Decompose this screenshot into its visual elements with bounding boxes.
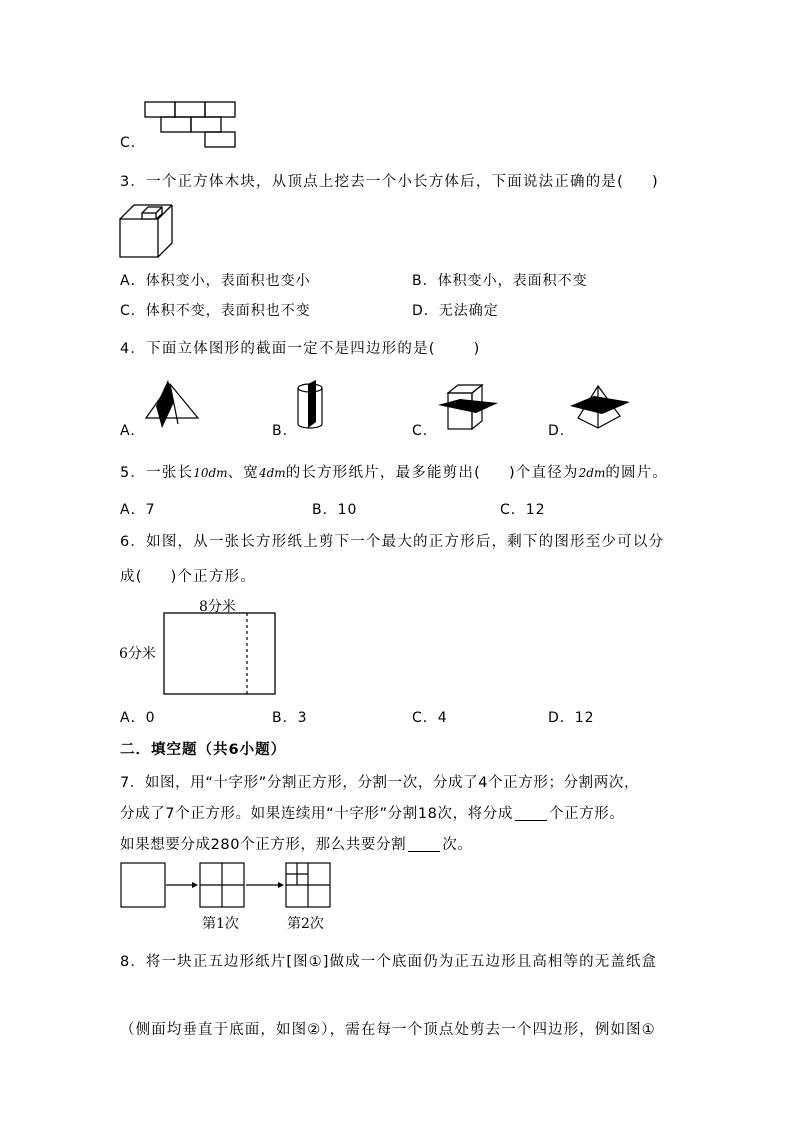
q6-left-label: 6分米: [119, 646, 156, 662]
rectangle-with-dashed-cut-figure: [163, 612, 277, 696]
cross-division-squares-figure: [120, 862, 334, 910]
q7-line2: 分成了7个正方形。如果连续用“十字形”分割18次，将分成 个正方形。: [120, 806, 625, 822]
q6-option-c[interactable]: C．4: [412, 710, 448, 726]
cube-cut-figure: [436, 383, 502, 433]
q5-stem: 5．一张长10dm、宽4dm的长方形纸片，最多能剪出( )个直径为2dm的圆片。: [120, 465, 669, 481]
q4-option-d[interactable]: D.: [548, 423, 566, 439]
brick-pattern-figure: [143, 100, 239, 150]
q7-line3: 如果想要分成280个正方形，那么共要分割 次。: [120, 837, 473, 853]
q4-option-a[interactable]: A.: [120, 423, 136, 439]
q7-fig-label-2: 第2次: [287, 916, 324, 932]
q7-blank-2[interactable]: [408, 837, 440, 852]
q4-option-c[interactable]: C.: [412, 423, 429, 439]
pyramid-cut-figure: [140, 378, 202, 430]
cylinder-cut-figure: [292, 380, 332, 432]
q4-stem: 4．下面立体图形的截面一定不是四边形的是( ): [120, 341, 481, 357]
q6-top-label: 8分米: [199, 599, 236, 615]
q7-blank-1[interactable]: [515, 806, 547, 821]
q6-stem-line2: 成( )个正方形。: [120, 569, 256, 585]
q8-line1: 8．将一块正五边形纸片[图①]做成一个底面仍为正五边形且高相等的无盖纸盒: [120, 954, 658, 970]
q7-line1: 7．如图，用“十字形”分割正方形，分割一次，分成了4个正方形；分割两次，: [120, 775, 640, 791]
q3-option-a[interactable]: A．体积变小，表面积也变小: [120, 273, 311, 289]
q6-option-b[interactable]: B．3: [272, 710, 308, 726]
q8-line2: （侧面均垂直于底面，如图②），需在每一个顶点处剪去一个四边形，例如图①: [120, 1022, 656, 1038]
cube-with-notch-figure: [118, 203, 176, 259]
q6-stem-line1: 6．如图，从一张长方形纸上剪下一个最大的正方形后，剩下的图形至少可以分: [120, 534, 665, 550]
q6-option-a[interactable]: A．0: [120, 710, 156, 726]
q4-option-b[interactable]: B.: [272, 423, 289, 439]
q5-option-a[interactable]: A．7: [120, 502, 156, 518]
q2-option-c[interactable]: C.: [120, 135, 137, 151]
q7-fig-label-1: 第1次: [202, 916, 239, 932]
q5-option-c[interactable]: C．12: [500, 502, 546, 518]
section-2-title: 二．填空题（共6小题）: [120, 742, 287, 758]
q3-option-b[interactable]: B．体积变小，表面积不变: [412, 273, 588, 289]
q6-option-d[interactable]: D．12: [548, 710, 595, 726]
q3-stem: 3．一个正方体木块，从顶点上挖去一个小长方体后，下面说法正确的是( ): [120, 174, 659, 190]
q5-option-b[interactable]: B．10: [312, 502, 358, 518]
q3-option-c[interactable]: C．体积不变，表面积也不变: [120, 303, 311, 319]
q3-option-d[interactable]: D．无法确定: [412, 303, 499, 319]
pyramid-horizontal-cut-figure: [568, 384, 632, 432]
